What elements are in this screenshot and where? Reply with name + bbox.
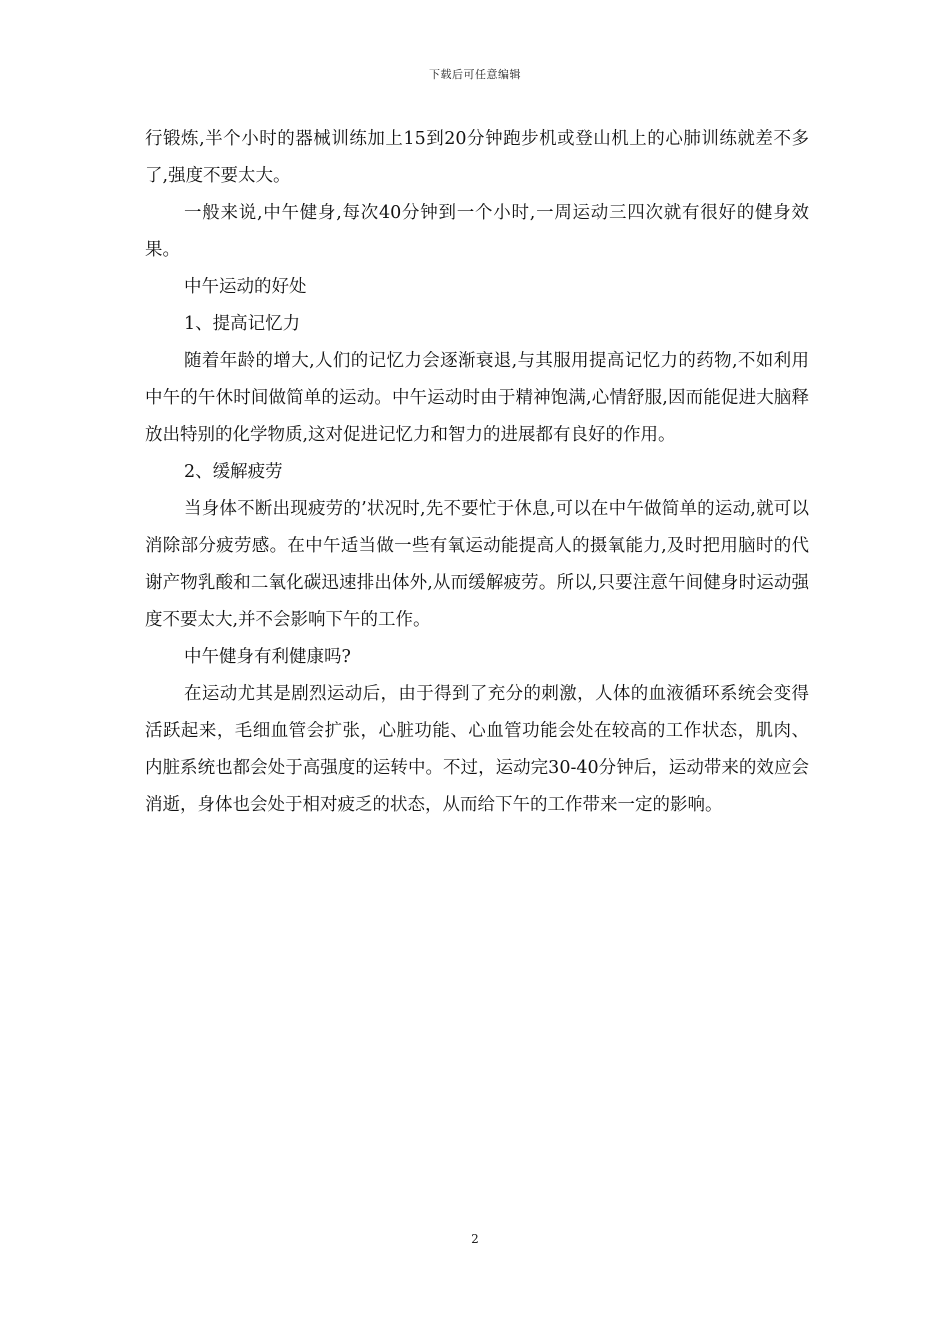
subheading-fatigue: 2、缓解疲劳 (184, 462, 283, 482)
paragraph-health-effects: 在运动尤其是剧烈运动后，由于得到了充分的刺激，人体的血液循环系统会变得活跃起来，毛细血管会扩张，心脏功能、心血管功能会处在较高的工作状态，肌肉、内脏系统也都会处于高强度的运转中。不过，运动完30-40分钟后，运动带来的效应会消逝，身体也会处于相对疲乏的状态，从而给下午的工作带来一定的影响。 (145, 684, 809, 815)
paragraph-continuation: 行锻炼,半个小时的器械训练加上15到20分钟跑步机或登山机上的心肺训练就差不多了,强度不要太大。 (145, 129, 809, 186)
section-heading-health-question: 中午健身有利健康吗? (184, 647, 351, 667)
document-body (145, 121, 809, 824)
paragraph-fatigue: 当身体不断出现疲劳的’状况时,先不要忙于休息,可以在中午做简单的运动,就可以消除部分疲劳感。在中午适当做一些有氧运动能提高人的摄氧能力,及时把用脑时的代谢产物乳酸和二氧化碳迅速排出体外,从而缓解疲劳。所以,只要注意午间健身时运动强度不要太大,并不会影响下午的工作。 (145, 499, 809, 630)
subheading-memory: 1、提高记忆力 (184, 314, 301, 334)
paragraph-frequency: 一般来说,中午健身,每次40分钟到一个小时,一周运动三四次就有很好的健身效果。 (145, 203, 809, 260)
paragraph-memory: 随着年龄的增大,人们的记忆力会逐渐衰退,与其服用提高记忆力的药物,不如利用中午的午休时间做简单的运动。中午运动时由于精神饱满,心情舒服,因而能促进大脑释放出特别的化学物质,这对促进记忆力和智力的进展都有良好的作用。 (145, 351, 809, 445)
page-header: 下载后可任意编辑 (429, 68, 521, 81)
section-heading-benefits: 中午运动的好处 (184, 277, 307, 297)
page-number: 2 (471, 1232, 479, 1246)
